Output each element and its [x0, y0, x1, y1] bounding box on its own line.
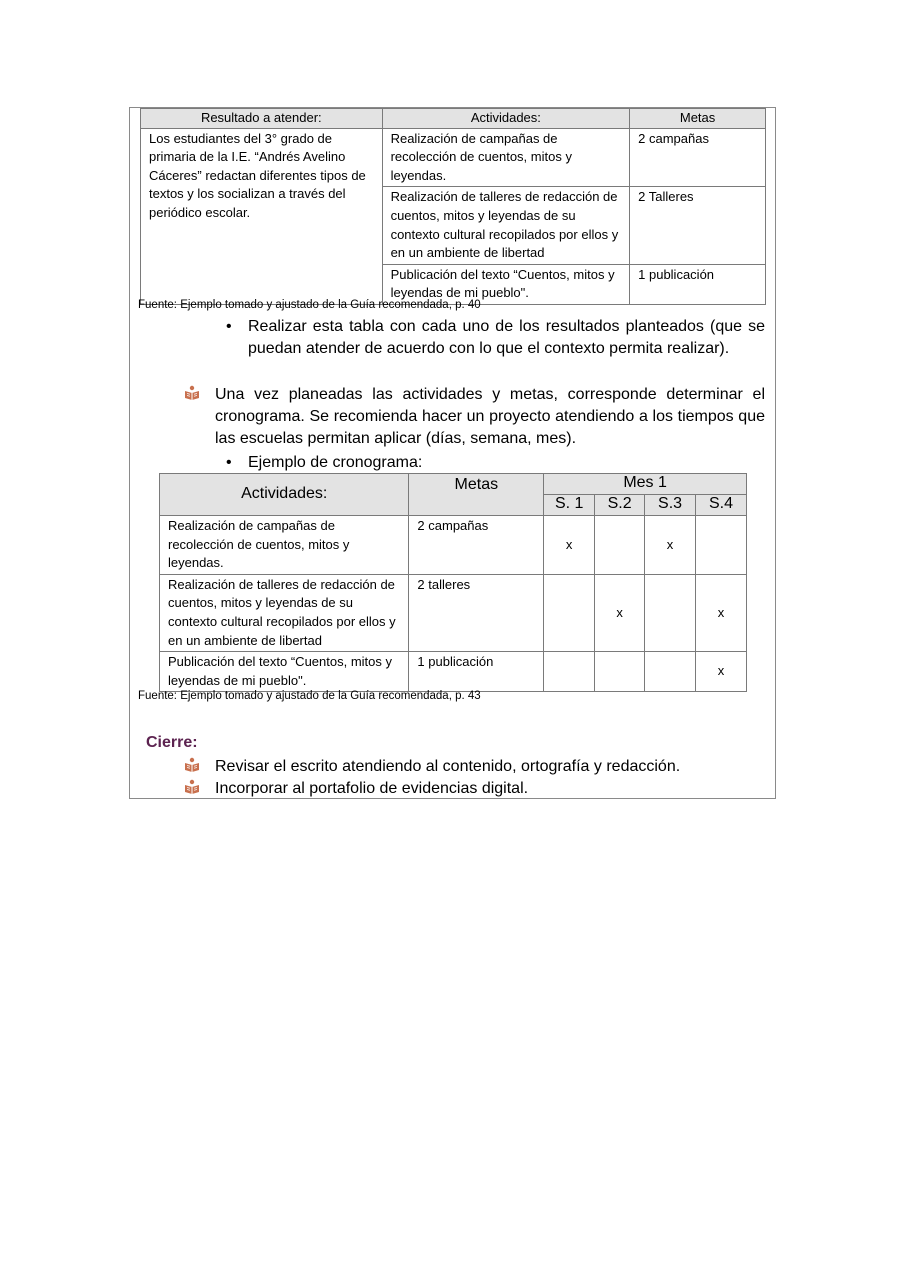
week-mark-cell: [595, 652, 645, 692]
schedule-table: [159, 473, 747, 692]
reader-figure-icon: [184, 385, 200, 401]
goal-cell: 1 publicación: [409, 652, 544, 692]
activity-cell: Realización de talleres de redacción de cuentos, mitos y leyendas de su contexto cultural recopilados por ellos y en un ambiente de libertad: [382, 187, 630, 264]
reader-figure-icon: [184, 779, 200, 795]
goal-cell: 2 campañas: [409, 516, 544, 575]
week-header: S. 1: [544, 495, 595, 516]
bullet-dot-icon: •: [226, 454, 232, 471]
week-mark-cell: x: [645, 516, 696, 575]
col-header-activities: Actividades:: [382, 109, 630, 129]
week-mark-cell: [595, 516, 645, 575]
week-mark-cell: x: [696, 652, 747, 692]
closing-heading: Cierre:: [146, 734, 198, 751]
reader-figure-icon: [184, 757, 200, 773]
week-header: S.4: [696, 495, 747, 516]
week-mark-cell: x: [544, 516, 595, 575]
table-header-row: [160, 474, 747, 495]
goal-cell: 2 Talleres: [630, 187, 766, 264]
col-header-month: Mes 1: [544, 474, 747, 495]
bullet-dot-icon: •: [226, 318, 232, 335]
col-header-result: Resultado a atender:: [141, 109, 383, 129]
week-mark-cell: [696, 516, 747, 575]
goal-cell: 1 publicación: [630, 264, 766, 304]
week-mark-cell: [544, 652, 595, 692]
activity-cell: Publicación del texto “Cuentos, mitos y leyendas de mi pueblo".: [382, 264, 630, 304]
week-mark-cell: [645, 574, 696, 651]
table-row: [160, 574, 747, 651]
result-cell: Los estudiantes del 3° grado de primaria de la I.E. “Andrés Avelino Cáceres” redactan diferentes tipos de textos y los socializan a través del periódico escolar.: [141, 128, 383, 304]
table-row: [160, 652, 747, 692]
table-row: [160, 516, 747, 575]
col-header-goals: Metas: [409, 474, 544, 516]
table-header-row: [141, 109, 766, 129]
week-mark-cell: x: [595, 574, 645, 651]
schedule-paragraph: Una vez planeadas las actividades y metas, corresponde determinar el cronograma. Se recomienda hacer un proyecto atendiendo a los tiempos que las escuelas permitan aplicar (días, semana, mes).: [215, 386, 765, 447]
instruction-text: Realizar esta tabla con cada uno de los resultados planteados (que se puedan atender de acuerdo con lo que el contexto permita realizar).: [248, 318, 765, 357]
col-header-activities: Actividades:: [160, 474, 409, 516]
closing-item: Incorporar al portafolio de evidencias digital.: [215, 780, 529, 797]
goal-cell: 2 campañas: [630, 128, 766, 187]
results-table: [140, 108, 766, 305]
schedule-example-label: Ejemplo de cronograma:: [248, 454, 423, 471]
activity-cell: Realización de campañas de recolección de cuentos, mitos y leyendas.: [160, 516, 409, 575]
table-source-note: Fuente: Ejemplo tomado y ajustado de la Guía recomendada, p. 40: [138, 299, 481, 311]
col-header-goals: Metas: [630, 109, 766, 129]
week-mark-cell: [645, 652, 696, 692]
activity-cell: Realización de campañas de recolección de cuentos, mitos y leyendas.: [382, 128, 630, 187]
week-mark-cell: [544, 574, 595, 651]
week-header: S.3: [645, 495, 696, 516]
activity-cell: Publicación del texto “Cuentos, mitos y leyendas de mi pueblo".: [160, 652, 409, 692]
closing-item: Revisar el escrito atendiendo al contenido, ortografía y redacción.: [215, 758, 681, 775]
table-source-note: Fuente: Ejemplo tomado y ajustado de la Guía recomendada, p. 43: [138, 690, 481, 702]
week-header: S.2: [595, 495, 645, 516]
table-row: [141, 128, 766, 187]
goal-cell: 2 talleres: [409, 574, 544, 651]
week-mark-cell: x: [696, 574, 747, 651]
activity-cell: Realización de talleres de redacción de cuentos, mitos y leyendas de su contexto cultural recopilados por ellos y en un ambiente de libertad: [160, 574, 409, 651]
